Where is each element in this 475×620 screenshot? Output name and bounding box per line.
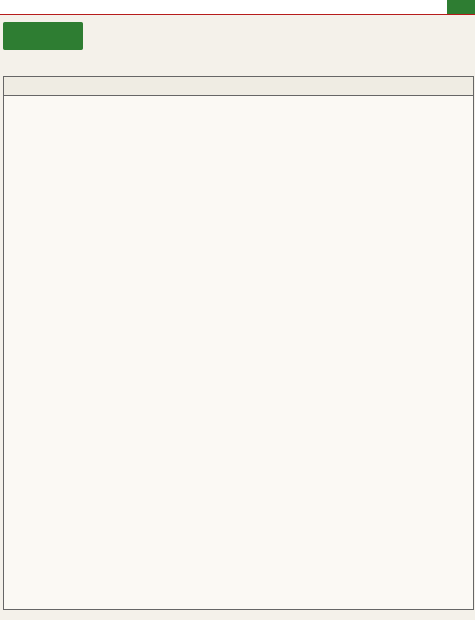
table-header [4, 77, 473, 96]
masthead [0, 0, 475, 15]
banner-line-1 [3, 22, 83, 28]
topic-banner [3, 22, 83, 50]
headline [98, 20, 468, 22]
petition-table [3, 76, 474, 610]
page-number [447, 0, 475, 14]
section-label [400, 0, 442, 14]
